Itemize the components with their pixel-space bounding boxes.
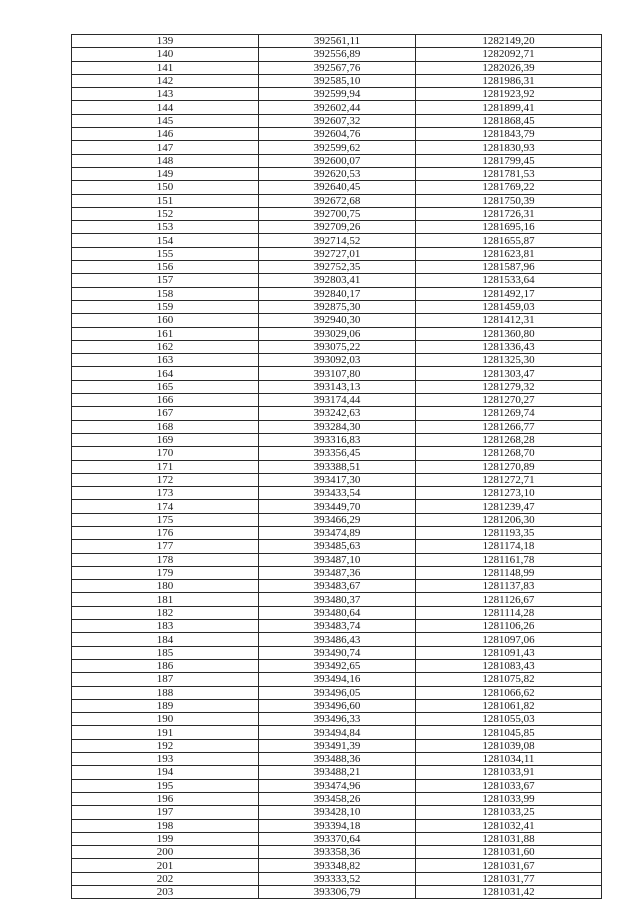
y-coordinate-cell: 1281032,41 — [416, 819, 602, 832]
x-coordinate-cell: 393428,10 — [259, 806, 416, 819]
y-coordinate-cell: 1282149,20 — [416, 35, 602, 48]
x-coordinate-cell: 393107,80 — [259, 367, 416, 380]
x-coordinate-cell: 393306,79 — [259, 886, 416, 899]
point-number-cell: 146 — [72, 128, 259, 141]
y-coordinate-cell: 1281587,96 — [416, 261, 602, 274]
table-row — [72, 300, 602, 313]
x-coordinate-cell: 392875,30 — [259, 300, 416, 313]
y-coordinate-cell: 1281239,47 — [416, 500, 602, 513]
point-number-cell: 143 — [72, 88, 259, 101]
x-coordinate-cell: 393486,43 — [259, 633, 416, 646]
point-number-cell: 186 — [72, 659, 259, 672]
x-coordinate-cell: 393143,13 — [259, 380, 416, 393]
point-number-cell: 196 — [72, 792, 259, 805]
y-coordinate-cell: 1281045,85 — [416, 726, 602, 739]
x-coordinate-cell: 393092,03 — [259, 354, 416, 367]
y-coordinate-cell: 1281031,88 — [416, 832, 602, 845]
y-coordinate-cell: 1281193,35 — [416, 526, 602, 539]
y-coordinate-cell: 1281206,30 — [416, 513, 602, 526]
y-coordinate-cell: 1281769,22 — [416, 181, 602, 194]
x-coordinate-cell: 393480,64 — [259, 606, 416, 619]
table-row — [72, 167, 602, 180]
point-number-cell: 166 — [72, 394, 259, 407]
table-row — [72, 128, 602, 141]
x-coordinate-cell: 393358,36 — [259, 846, 416, 859]
table-row — [72, 593, 602, 606]
y-coordinate-cell: 1281148,99 — [416, 566, 602, 579]
table-row — [72, 380, 602, 393]
point-number-cell: 197 — [72, 806, 259, 819]
point-number-cell: 178 — [72, 553, 259, 566]
point-number-cell: 160 — [72, 314, 259, 327]
point-number-cell: 150 — [72, 181, 259, 194]
x-coordinate-cell: 393174,44 — [259, 394, 416, 407]
table-row — [72, 819, 602, 832]
y-coordinate-cell: 1281126,67 — [416, 593, 602, 606]
table-row — [72, 35, 602, 48]
table-row — [72, 659, 602, 672]
x-coordinate-cell: 393433,54 — [259, 487, 416, 500]
y-coordinate-cell: 1281273,10 — [416, 487, 602, 500]
point-number-cell: 176 — [72, 526, 259, 539]
table-row — [72, 354, 602, 367]
y-coordinate-cell: 1281986,31 — [416, 74, 602, 87]
point-number-cell: 142 — [72, 74, 259, 87]
point-number-cell: 161 — [72, 327, 259, 340]
point-number-cell: 156 — [72, 261, 259, 274]
table-row — [72, 487, 602, 500]
x-coordinate-cell: 392556,89 — [259, 48, 416, 61]
x-coordinate-cell: 392567,76 — [259, 61, 416, 74]
x-coordinate-cell: 392700,75 — [259, 207, 416, 220]
table-row — [72, 287, 602, 300]
y-coordinate-cell: 1281868,45 — [416, 114, 602, 127]
point-number-cell: 195 — [72, 779, 259, 792]
table-row — [72, 633, 602, 646]
x-coordinate-cell: 392599,62 — [259, 141, 416, 154]
table-row — [72, 433, 602, 446]
point-number-cell: 174 — [72, 500, 259, 513]
point-number-cell: 140 — [72, 48, 259, 61]
y-coordinate-cell: 1282092,71 — [416, 48, 602, 61]
table-row — [72, 340, 602, 353]
y-coordinate-cell: 1281034,11 — [416, 753, 602, 766]
x-coordinate-cell: 393075,22 — [259, 340, 416, 353]
y-coordinate-cell: 1281137,83 — [416, 580, 602, 593]
y-coordinate-cell: 1282026,39 — [416, 61, 602, 74]
table-row — [72, 646, 602, 659]
y-coordinate-cell: 1281033,91 — [416, 766, 602, 779]
table-row — [72, 872, 602, 885]
y-coordinate-cell: 1281031,77 — [416, 872, 602, 885]
table-row — [72, 88, 602, 101]
x-coordinate-cell: 393488,36 — [259, 753, 416, 766]
table-row — [72, 154, 602, 167]
y-coordinate-cell: 1281492,17 — [416, 287, 602, 300]
point-number-cell: 141 — [72, 61, 259, 74]
y-coordinate-cell: 1281031,60 — [416, 846, 602, 859]
point-number-cell: 165 — [72, 380, 259, 393]
table-row — [72, 114, 602, 127]
table-row — [72, 606, 602, 619]
point-number-cell: 167 — [72, 407, 259, 420]
x-coordinate-cell: 392640,45 — [259, 181, 416, 194]
point-number-cell: 144 — [72, 101, 259, 114]
table-row — [72, 726, 602, 739]
x-coordinate-cell: 393348,82 — [259, 859, 416, 872]
point-number-cell: 201 — [72, 859, 259, 872]
table-row — [72, 327, 602, 340]
table-row — [72, 553, 602, 566]
point-number-cell: 184 — [72, 633, 259, 646]
y-coordinate-cell: 1281655,87 — [416, 234, 602, 247]
point-number-cell: 200 — [72, 846, 259, 859]
y-coordinate-cell: 1281269,74 — [416, 407, 602, 420]
table-row — [72, 673, 602, 686]
y-coordinate-cell: 1281031,42 — [416, 886, 602, 899]
point-number-cell: 151 — [72, 194, 259, 207]
point-number-cell: 177 — [72, 540, 259, 553]
y-coordinate-cell: 1281459,03 — [416, 300, 602, 313]
table-row — [72, 859, 602, 872]
y-coordinate-cell: 1281268,28 — [416, 433, 602, 446]
point-number-cell: 199 — [72, 832, 259, 845]
x-coordinate-cell: 392672,68 — [259, 194, 416, 207]
x-coordinate-cell: 392803,41 — [259, 274, 416, 287]
y-coordinate-cell: 1281083,43 — [416, 659, 602, 672]
point-number-cell: 180 — [72, 580, 259, 593]
point-number-cell: 202 — [72, 872, 259, 885]
table-row — [72, 766, 602, 779]
x-coordinate-cell: 392607,32 — [259, 114, 416, 127]
table-row — [72, 832, 602, 845]
point-number-cell: 168 — [72, 420, 259, 433]
point-number-cell: 169 — [72, 433, 259, 446]
point-number-cell: 148 — [72, 154, 259, 167]
y-coordinate-cell: 1281033,67 — [416, 779, 602, 792]
y-coordinate-cell: 1281091,43 — [416, 646, 602, 659]
y-coordinate-cell: 1281272,71 — [416, 473, 602, 486]
table-row — [72, 699, 602, 712]
x-coordinate-cell: 393449,70 — [259, 500, 416, 513]
x-coordinate-cell: 393487,36 — [259, 566, 416, 579]
x-coordinate-cell: 393370,64 — [259, 832, 416, 845]
point-number-cell: 157 — [72, 274, 259, 287]
x-coordinate-cell: 393490,74 — [259, 646, 416, 659]
x-coordinate-cell: 392940,30 — [259, 314, 416, 327]
x-coordinate-cell: 392561,11 — [259, 35, 416, 48]
table-row — [72, 420, 602, 433]
x-coordinate-cell: 393388,51 — [259, 460, 416, 473]
point-number-cell: 163 — [72, 354, 259, 367]
y-coordinate-cell: 1281033,99 — [416, 792, 602, 805]
y-coordinate-cell: 1281061,82 — [416, 699, 602, 712]
y-coordinate-cell: 1281799,45 — [416, 154, 602, 167]
table-row — [72, 713, 602, 726]
x-coordinate-cell: 393242,63 — [259, 407, 416, 420]
x-coordinate-cell: 393483,74 — [259, 620, 416, 633]
y-coordinate-cell: 1281325,30 — [416, 354, 602, 367]
table-row — [72, 247, 602, 260]
y-coordinate-cell: 1281412,31 — [416, 314, 602, 327]
x-coordinate-cell: 392585,10 — [259, 74, 416, 87]
x-coordinate-cell: 393488,21 — [259, 766, 416, 779]
point-number-cell: 149 — [72, 167, 259, 180]
table-row — [72, 194, 602, 207]
x-coordinate-cell: 393417,30 — [259, 473, 416, 486]
y-coordinate-cell: 1281266,77 — [416, 420, 602, 433]
x-coordinate-cell: 392604,76 — [259, 128, 416, 141]
point-number-cell: 190 — [72, 713, 259, 726]
point-number-cell: 155 — [72, 247, 259, 260]
point-number-cell: 193 — [72, 753, 259, 766]
y-coordinate-cell: 1281726,31 — [416, 207, 602, 220]
x-coordinate-cell: 393474,89 — [259, 526, 416, 539]
table-row — [72, 620, 602, 633]
point-number-cell: 182 — [72, 606, 259, 619]
table-row — [72, 447, 602, 460]
point-number-cell: 192 — [72, 739, 259, 752]
x-coordinate-cell: 392840,17 — [259, 287, 416, 300]
x-coordinate-cell: 392600,07 — [259, 154, 416, 167]
point-number-cell: 139 — [72, 35, 259, 48]
x-coordinate-cell: 393494,16 — [259, 673, 416, 686]
y-coordinate-cell: 1281114,28 — [416, 606, 602, 619]
table-row — [72, 61, 602, 74]
table-row — [72, 500, 602, 513]
y-coordinate-cell: 1281097,06 — [416, 633, 602, 646]
x-coordinate-cell: 393483,67 — [259, 580, 416, 593]
point-number-cell: 194 — [72, 766, 259, 779]
point-number-cell: 171 — [72, 460, 259, 473]
y-coordinate-cell: 1281360,80 — [416, 327, 602, 340]
table-row — [72, 48, 602, 61]
point-number-cell: 164 — [72, 367, 259, 380]
x-coordinate-cell: 393029,06 — [259, 327, 416, 340]
table-row — [72, 540, 602, 553]
point-number-cell: 153 — [72, 221, 259, 234]
x-coordinate-cell: 393485,63 — [259, 540, 416, 553]
table-row — [72, 580, 602, 593]
y-coordinate-cell: 1281336,43 — [416, 340, 602, 353]
y-coordinate-cell: 1281781,53 — [416, 167, 602, 180]
y-coordinate-cell: 1281066,62 — [416, 686, 602, 699]
x-coordinate-cell: 393458,26 — [259, 792, 416, 805]
x-coordinate-cell: 393494,84 — [259, 726, 416, 739]
table-row — [72, 526, 602, 539]
table-row — [72, 181, 602, 194]
table-row — [72, 792, 602, 805]
point-number-cell: 175 — [72, 513, 259, 526]
point-number-cell: 145 — [72, 114, 259, 127]
table-row — [72, 207, 602, 220]
y-coordinate-cell: 1281268,70 — [416, 447, 602, 460]
coordinates-table-body — [72, 35, 602, 899]
point-number-cell: 191 — [72, 726, 259, 739]
y-coordinate-cell: 1281279,32 — [416, 380, 602, 393]
y-coordinate-cell: 1281031,67 — [416, 859, 602, 872]
x-coordinate-cell: 393496,60 — [259, 699, 416, 712]
y-coordinate-cell: 1281303,47 — [416, 367, 602, 380]
y-coordinate-cell: 1281161,78 — [416, 553, 602, 566]
x-coordinate-cell: 393466,29 — [259, 513, 416, 526]
point-number-cell: 172 — [72, 473, 259, 486]
table-row — [72, 460, 602, 473]
y-coordinate-cell: 1281075,82 — [416, 673, 602, 686]
point-number-cell: 179 — [72, 566, 259, 579]
table-row — [72, 806, 602, 819]
table-row — [72, 221, 602, 234]
point-number-cell: 187 — [72, 673, 259, 686]
y-coordinate-cell: 1281055,03 — [416, 713, 602, 726]
x-coordinate-cell: 392752,35 — [259, 261, 416, 274]
table-row — [72, 234, 602, 247]
x-coordinate-cell: 393356,45 — [259, 447, 416, 460]
x-coordinate-cell: 393284,30 — [259, 420, 416, 433]
x-coordinate-cell: 393491,39 — [259, 739, 416, 752]
table-row — [72, 566, 602, 579]
y-coordinate-cell: 1281830,93 — [416, 141, 602, 154]
table-row — [72, 739, 602, 752]
point-number-cell: 189 — [72, 699, 259, 712]
point-number-cell: 198 — [72, 819, 259, 832]
point-number-cell: 183 — [72, 620, 259, 633]
point-number-cell: 203 — [72, 886, 259, 899]
table-row — [72, 753, 602, 766]
x-coordinate-cell: 393480,37 — [259, 593, 416, 606]
table-row — [72, 779, 602, 792]
table-row — [72, 886, 602, 899]
point-number-cell: 173 — [72, 487, 259, 500]
y-coordinate-cell: 1281174,18 — [416, 540, 602, 553]
coordinates-table — [71, 34, 602, 899]
point-number-cell: 188 — [72, 686, 259, 699]
table-row — [72, 846, 602, 859]
y-coordinate-cell: 1281843,79 — [416, 128, 602, 141]
point-number-cell: 170 — [72, 447, 259, 460]
table-row — [72, 101, 602, 114]
point-number-cell: 159 — [72, 300, 259, 313]
table-row — [72, 314, 602, 327]
point-number-cell: 181 — [72, 593, 259, 606]
x-coordinate-cell: 393496,05 — [259, 686, 416, 699]
x-coordinate-cell: 392709,26 — [259, 221, 416, 234]
table-row — [72, 261, 602, 274]
y-coordinate-cell: 1281106,26 — [416, 620, 602, 633]
table-row — [72, 74, 602, 87]
table-row — [72, 274, 602, 287]
y-coordinate-cell: 1281923,92 — [416, 88, 602, 101]
y-coordinate-cell: 1281533,64 — [416, 274, 602, 287]
x-coordinate-cell: 393492,65 — [259, 659, 416, 672]
x-coordinate-cell: 392727,01 — [259, 247, 416, 260]
y-coordinate-cell: 1281899,41 — [416, 101, 602, 114]
x-coordinate-cell: 392620,53 — [259, 167, 416, 180]
point-number-cell: 154 — [72, 234, 259, 247]
x-coordinate-cell: 392714,52 — [259, 234, 416, 247]
x-coordinate-cell: 393496,33 — [259, 713, 416, 726]
table-row — [72, 513, 602, 526]
table-row — [72, 473, 602, 486]
x-coordinate-cell: 393394,18 — [259, 819, 416, 832]
y-coordinate-cell: 1281039,08 — [416, 739, 602, 752]
table-row — [72, 394, 602, 407]
x-coordinate-cell: 392602,44 — [259, 101, 416, 114]
y-coordinate-cell: 1281695,16 — [416, 221, 602, 234]
point-number-cell: 147 — [72, 141, 259, 154]
x-coordinate-cell: 392599,94 — [259, 88, 416, 101]
table-row — [72, 686, 602, 699]
x-coordinate-cell: 393474,96 — [259, 779, 416, 792]
y-coordinate-cell: 1281270,27 — [416, 394, 602, 407]
table-row — [72, 367, 602, 380]
point-number-cell: 162 — [72, 340, 259, 353]
y-coordinate-cell: 1281750,39 — [416, 194, 602, 207]
y-coordinate-cell: 1281623,81 — [416, 247, 602, 260]
table-row — [72, 407, 602, 420]
x-coordinate-cell: 393316,83 — [259, 433, 416, 446]
y-coordinate-cell: 1281270,89 — [416, 460, 602, 473]
x-coordinate-cell: 393487,10 — [259, 553, 416, 566]
point-number-cell: 152 — [72, 207, 259, 220]
point-number-cell: 158 — [72, 287, 259, 300]
y-coordinate-cell: 1281033,25 — [416, 806, 602, 819]
point-number-cell: 185 — [72, 646, 259, 659]
table-row — [72, 141, 602, 154]
x-coordinate-cell: 393333,52 — [259, 872, 416, 885]
